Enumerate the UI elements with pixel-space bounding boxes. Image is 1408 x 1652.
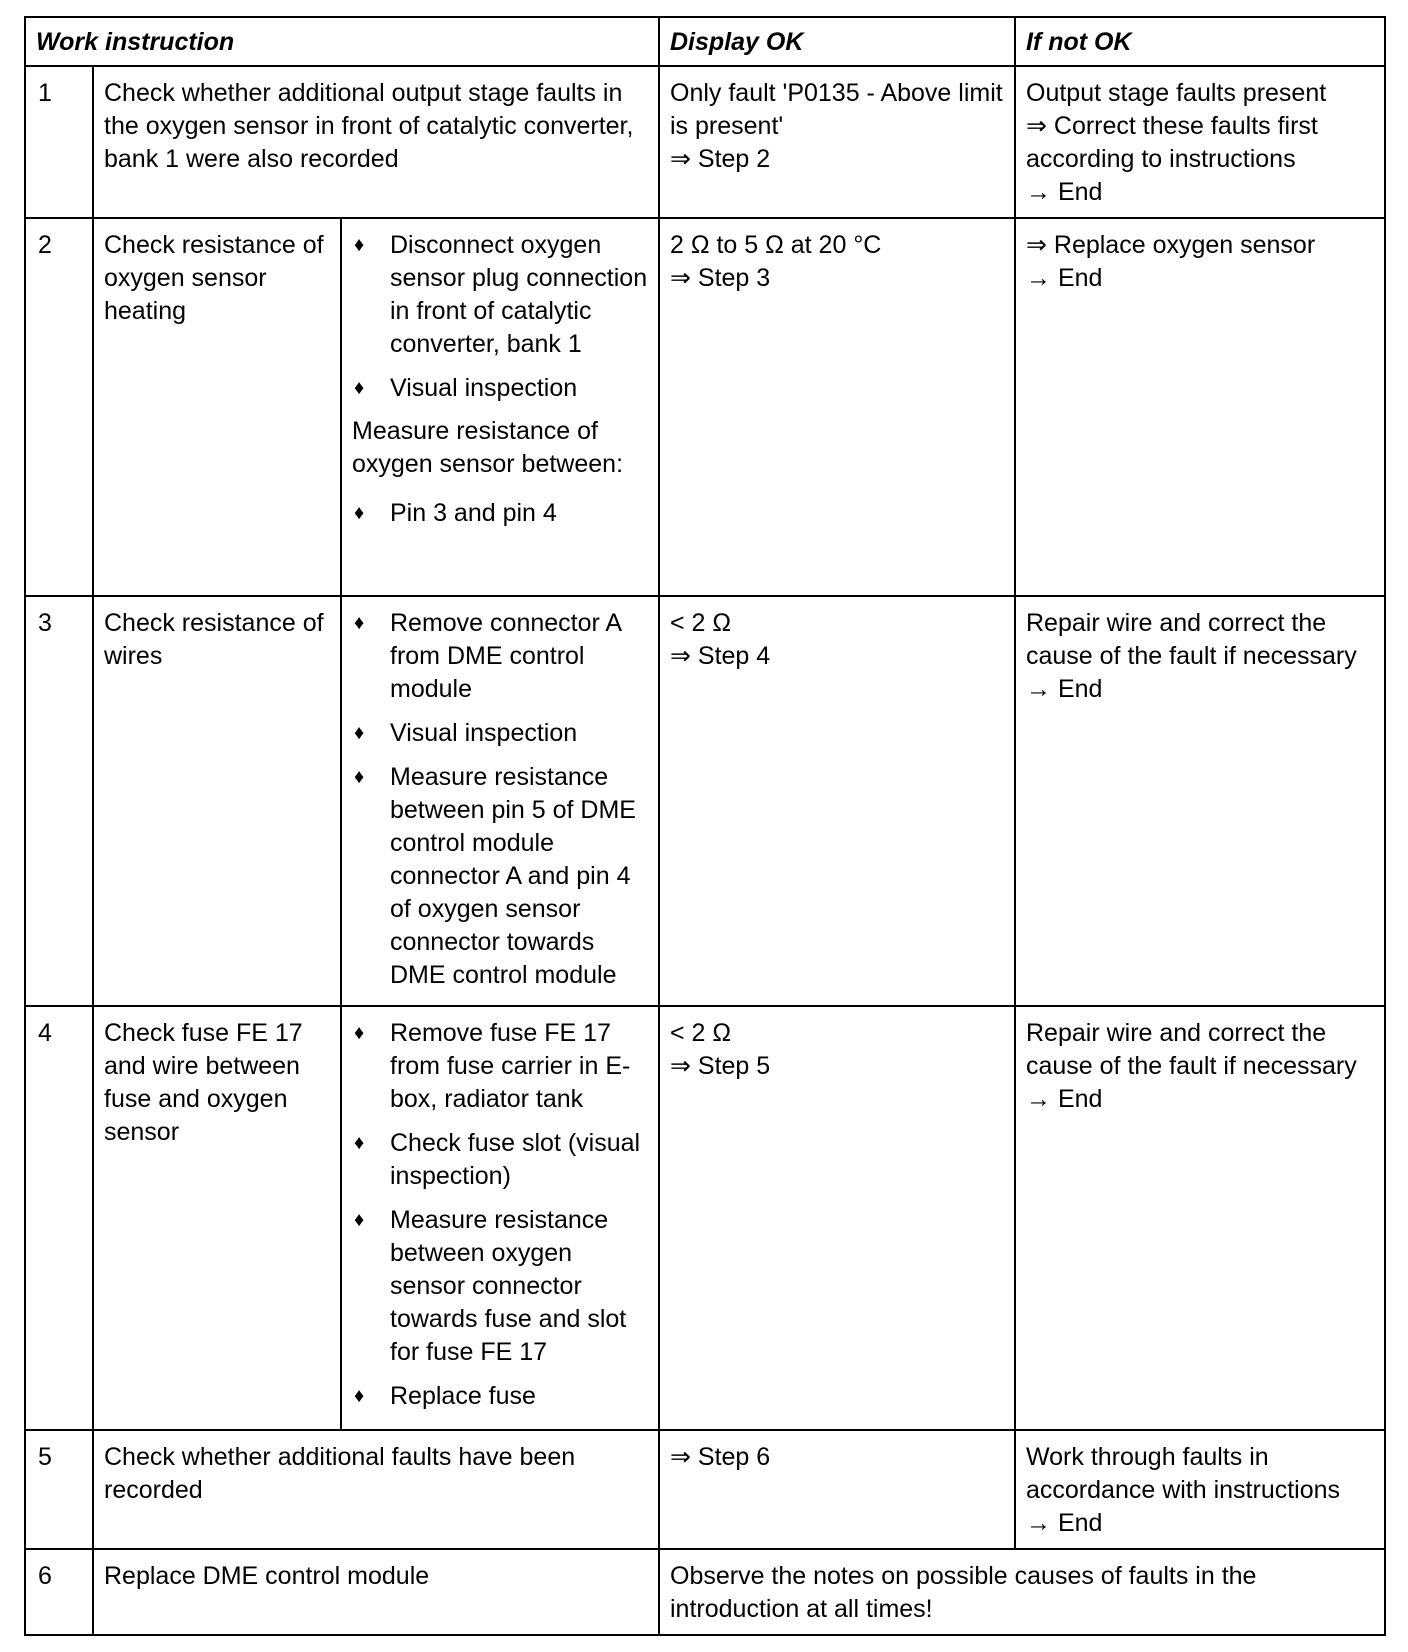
- step-instruction: Replace DME control module: [93, 1549, 659, 1635]
- diamond-bullet-icon: ♦: [354, 1209, 365, 1231]
- step-number: 3: [25, 596, 93, 1006]
- display-ok-text: < 2 Ω: [670, 609, 732, 637]
- diamond-bullet-icon: ♦: [354, 1132, 365, 1154]
- header-display-ok: Display OK: [659, 17, 1015, 66]
- step-number: 6: [25, 1549, 93, 1635]
- if-not-ok-cell: [1015, 66, 1385, 218]
- if-not-ok-cell: [1015, 1006, 1385, 1430]
- step-number: 4: [25, 1006, 93, 1430]
- list-item-text: Disconnect oxygen sensor plug connection in front of catalytic converter, bank 1: [390, 231, 648, 358]
- list-item: [352, 229, 648, 361]
- if-not-ok-cell: [1015, 1430, 1385, 1549]
- if-not-ok-action: Repair wire and correct the cause of the fault if necessary: [1026, 1019, 1357, 1080]
- work-instruction-table: [24, 16, 1386, 1636]
- bullet-list: [352, 607, 648, 992]
- display-ok-text: Only fault 'P0135 - Above limit is present': [670, 79, 1003, 140]
- if-not-ok-cell: [1015, 596, 1385, 1006]
- next-step-link: ⇒ Step 3: [670, 264, 771, 292]
- diamond-bullet-icon: ♦: [354, 234, 365, 256]
- table-row: [25, 66, 1385, 218]
- table-row: [25, 596, 1385, 1006]
- diamond-bullet-icon: ♦: [354, 722, 365, 744]
- list-item: [352, 761, 648, 992]
- display-ok-cell: [659, 218, 1015, 596]
- list-item: [352, 1204, 648, 1369]
- diamond-bullet-icon: ♦: [354, 377, 365, 399]
- if-not-ok-action: ⇒ Correct these faults first according to instructions: [1026, 112, 1318, 173]
- step-instruction: Check whether additional faults have been recorded: [93, 1430, 659, 1549]
- list-item: [352, 717, 648, 750]
- diamond-bullet-icon: ♦: [354, 1385, 365, 1407]
- diamond-bullet-icon: ♦: [354, 766, 365, 788]
- step-instruction: Check resistance of oxygen sensor heating: [93, 218, 341, 596]
- header-if-not-ok: If not OK: [1015, 17, 1385, 66]
- display-ok-cell: [659, 596, 1015, 1006]
- work-instruction-document: [24, 16, 1384, 1636]
- diamond-bullet-icon: ♦: [354, 612, 365, 634]
- list-item-text: Measure resistance between oxygen sensor connector towards fuse and slot for fuse FE 17: [390, 1206, 627, 1366]
- if-not-ok-cell: [1015, 218, 1385, 596]
- list-item: [352, 1127, 648, 1193]
- list-item-text: Measure resistance between pin 5 of DME control module connector A and pin 4 of oxygen sensor connector towards DME control module: [390, 763, 636, 989]
- list-item-text: Visual inspection: [390, 374, 578, 402]
- next-step-link: ⇒ Step 5: [670, 1052, 771, 1080]
- measure-paragraph: Measure resistance of oxygen sensor between:: [352, 417, 624, 478]
- list-item: [352, 1380, 648, 1413]
- list-item-text: Remove fuse FE 17 from fuse carrier in E-box, radiator tank: [390, 1019, 631, 1113]
- list-item-text: Replace fuse: [390, 1382, 536, 1410]
- step-number: 1: [25, 66, 93, 218]
- table-row: [25, 218, 1385, 596]
- end-marker: → End: [1026, 675, 1103, 703]
- diamond-bullet-icon: ♦: [354, 1022, 365, 1044]
- list-item-text: Pin 3 and pin 4: [390, 499, 557, 527]
- end-marker: → End: [1026, 264, 1103, 292]
- step-instruction: Check fuse FE 17 and wire between fuse and oxygen sensor: [93, 1006, 341, 1430]
- if-not-ok-action: ⇒ Replace oxygen sensor: [1026, 231, 1316, 259]
- end-marker: → End: [1026, 178, 1103, 206]
- list-item-text: Visual inspection: [390, 719, 578, 747]
- end-marker: → End: [1026, 1509, 1103, 1537]
- display-ok-text: < 2 Ω: [670, 1019, 732, 1047]
- list-item-text: Remove connector A from DME control module: [390, 609, 621, 703]
- step-details: [341, 596, 659, 1006]
- bullet-list: [352, 497, 648, 530]
- step-instruction: Check resistance of wires: [93, 596, 341, 1006]
- list-item-text: Check fuse slot (visual inspection): [390, 1129, 641, 1190]
- display-ok-cell: [659, 1430, 1015, 1549]
- step-details: [341, 1006, 659, 1430]
- list-item: [352, 1017, 648, 1116]
- step-number: 5: [25, 1430, 93, 1549]
- next-step-link: ⇒ Step 6: [670, 1443, 771, 1471]
- header-row: [25, 17, 1385, 66]
- bullet-list: [352, 229, 648, 405]
- if-not-ok-text: Output stage faults present: [1026, 79, 1327, 107]
- step-number: 2: [25, 218, 93, 596]
- next-step-link: ⇒ Step 2: [670, 145, 771, 173]
- list-item: [352, 372, 648, 405]
- display-ok-text: 2 Ω to 5 Ω at 20 °C: [670, 231, 882, 259]
- list-item: [352, 607, 648, 706]
- if-not-ok-action: Work through faults in accordance with instructions: [1026, 1443, 1341, 1504]
- table-row: [25, 1549, 1385, 1635]
- display-ok-cell: [659, 66, 1015, 218]
- display-ok-cell: [659, 1006, 1015, 1430]
- if-not-ok-action: Repair wire and correct the cause of the fault if necessary: [1026, 609, 1357, 670]
- next-step-link: ⇒ Step 4: [670, 642, 771, 670]
- list-item: [352, 497, 648, 530]
- step-instruction: Check whether additional output stage faults in the oxygen sensor in front of catalytic converter, bank 1 were also recorded: [93, 66, 659, 218]
- step-details: [341, 218, 659, 596]
- table-row: [25, 1006, 1385, 1430]
- diamond-bullet-icon: ♦: [354, 502, 365, 524]
- bullet-list: [352, 1017, 648, 1413]
- header-work-instruction: Work instruction: [25, 17, 659, 66]
- end-marker: → End: [1026, 1085, 1103, 1113]
- table-row: [25, 1430, 1385, 1549]
- general-note: Observe the notes on possible causes of faults in the introduction at all times!: [659, 1549, 1385, 1635]
